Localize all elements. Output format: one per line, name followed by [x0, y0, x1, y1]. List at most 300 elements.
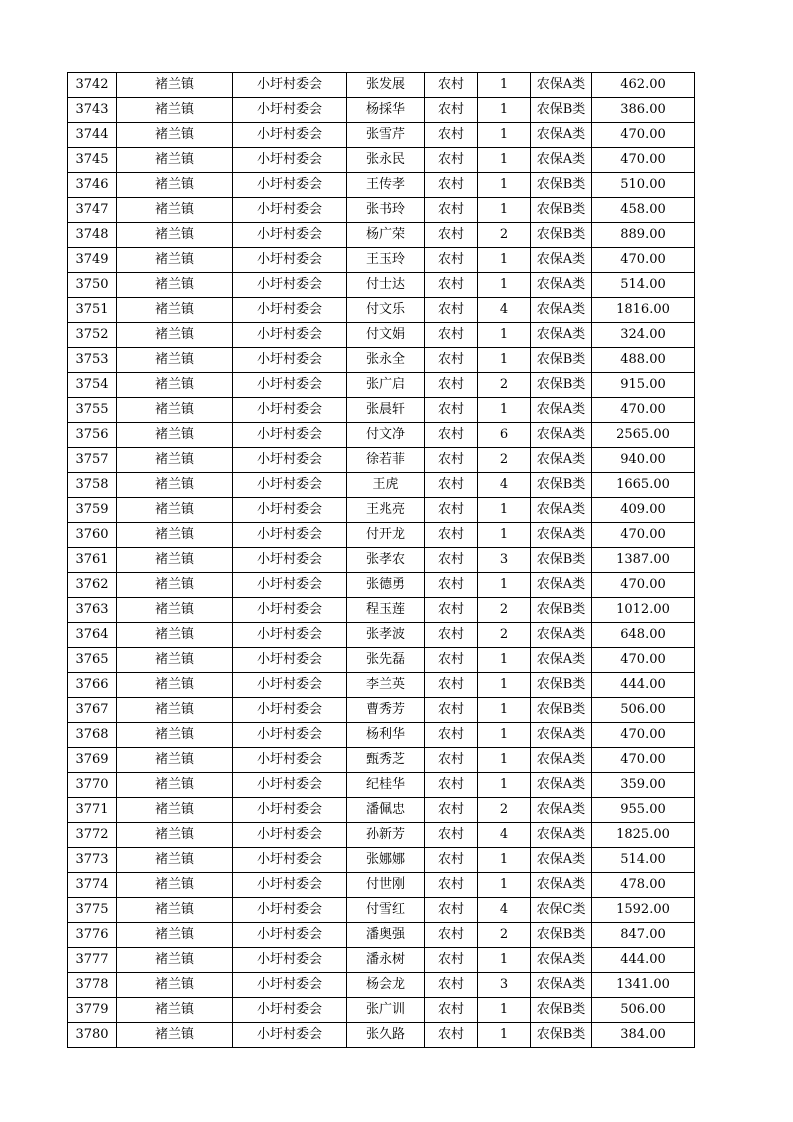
cell-person-name: 王兆亮 — [347, 498, 425, 523]
cell-town: 褚兰镇 — [117, 273, 233, 298]
cell-person-name: 潘佩忠 — [347, 798, 425, 823]
table-row — [68, 848, 695, 873]
cell-person-name: 程玉莲 — [347, 598, 425, 623]
cell-town: 褚兰镇 — [117, 198, 233, 223]
cell-person-name: 付世刚 — [347, 873, 425, 898]
cell-household-type: 农村 — [425, 723, 478, 748]
cell-household-type: 农村 — [425, 848, 478, 873]
cell-town: 褚兰镇 — [117, 873, 233, 898]
cell-village-committee: 小圩村委会 — [233, 698, 347, 723]
cell-insurance-category: 农保A类 — [531, 723, 592, 748]
cell-village-committee: 小圩村委会 — [233, 523, 347, 548]
table-row — [68, 448, 695, 473]
cell-village-committee: 小圩村委会 — [233, 223, 347, 248]
cell-village-committee: 小圩村委会 — [233, 773, 347, 798]
cell-town: 褚兰镇 — [117, 498, 233, 523]
cell-person-name: 张书玲 — [347, 198, 425, 223]
cell-person-name: 张孝波 — [347, 623, 425, 648]
cell-person-count: 1 — [478, 348, 531, 373]
cell-insurance-category: 农保A类 — [531, 748, 592, 773]
cell-person-count: 1 — [478, 123, 531, 148]
cell-household-type: 农村 — [425, 348, 478, 373]
cell-person-name: 徐若菲 — [347, 448, 425, 473]
cell-insurance-category: 农保A类 — [531, 523, 592, 548]
cell-insurance-category: 农保B类 — [531, 923, 592, 948]
cell-serial-number: 3767 — [68, 698, 117, 723]
cell-village-committee: 小圩村委会 — [233, 798, 347, 823]
cell-household-type: 农村 — [425, 598, 478, 623]
cell-amount: 510.00 — [592, 173, 695, 198]
cell-town: 褚兰镇 — [117, 573, 233, 598]
cell-person-count: 1 — [478, 73, 531, 98]
cell-village-committee: 小圩村委会 — [233, 748, 347, 773]
cell-serial-number: 3754 — [68, 373, 117, 398]
cell-town: 褚兰镇 — [117, 348, 233, 373]
cell-person-count: 2 — [478, 223, 531, 248]
cell-household-type: 农村 — [425, 673, 478, 698]
cell-serial-number: 3773 — [68, 848, 117, 873]
cell-village-committee: 小圩村委会 — [233, 148, 347, 173]
table-body — [68, 73, 695, 1048]
cell-serial-number: 3776 — [68, 923, 117, 948]
cell-amount: 2565.00 — [592, 423, 695, 448]
cell-serial-number: 3761 — [68, 548, 117, 573]
table-row — [68, 548, 695, 573]
cell-person-count: 1 — [478, 948, 531, 973]
table-row — [68, 73, 695, 98]
cell-person-count: 1 — [478, 273, 531, 298]
table-row — [68, 623, 695, 648]
cell-household-type: 农村 — [425, 973, 478, 998]
table-row — [68, 873, 695, 898]
cell-serial-number: 3752 — [68, 323, 117, 348]
cell-insurance-category: 农保A类 — [531, 398, 592, 423]
cell-village-committee: 小圩村委会 — [233, 923, 347, 948]
table-row — [68, 998, 695, 1023]
cell-serial-number: 3770 — [68, 773, 117, 798]
table-row — [68, 648, 695, 673]
cell-person-name: 张晨轩 — [347, 398, 425, 423]
table-row — [68, 923, 695, 948]
cell-town: 褚兰镇 — [117, 823, 233, 848]
cell-person-name: 王传孝 — [347, 173, 425, 198]
cell-household-type: 农村 — [425, 423, 478, 448]
cell-serial-number: 3749 — [68, 248, 117, 273]
cell-person-count: 4 — [478, 473, 531, 498]
cell-household-type: 农村 — [425, 923, 478, 948]
cell-person-name: 曹秀芳 — [347, 698, 425, 723]
cell-village-committee: 小圩村委会 — [233, 573, 347, 598]
cell-insurance-category: 农保B类 — [531, 1023, 592, 1048]
cell-insurance-category: 农保A类 — [531, 423, 592, 448]
cell-household-type: 农村 — [425, 698, 478, 723]
cell-town: 褚兰镇 — [117, 623, 233, 648]
cell-town: 褚兰镇 — [117, 898, 233, 923]
cell-household-type: 农村 — [425, 773, 478, 798]
table-row — [68, 123, 695, 148]
cell-town: 褚兰镇 — [117, 173, 233, 198]
cell-town: 褚兰镇 — [117, 998, 233, 1023]
cell-village-committee: 小圩村委会 — [233, 498, 347, 523]
cell-person-name: 潘奥强 — [347, 923, 425, 948]
cell-serial-number: 3753 — [68, 348, 117, 373]
cell-household-type: 农村 — [425, 798, 478, 823]
cell-amount: 1341.00 — [592, 973, 695, 998]
cell-village-committee: 小圩村委会 — [233, 848, 347, 873]
cell-amount: 470.00 — [592, 248, 695, 273]
cell-household-type: 农村 — [425, 173, 478, 198]
cell-village-committee: 小圩村委会 — [233, 248, 347, 273]
cell-insurance-category: 农保A类 — [531, 148, 592, 173]
cell-town: 褚兰镇 — [117, 298, 233, 323]
cell-village-committee: 小圩村委会 — [233, 623, 347, 648]
cell-person-count: 1 — [478, 1023, 531, 1048]
cell-town: 褚兰镇 — [117, 73, 233, 98]
cell-amount: 514.00 — [592, 848, 695, 873]
cell-insurance-category: 农保A类 — [531, 498, 592, 523]
cell-town: 褚兰镇 — [117, 323, 233, 348]
cell-town: 褚兰镇 — [117, 648, 233, 673]
cell-serial-number: 3760 — [68, 523, 117, 548]
cell-insurance-category: 农保A类 — [531, 948, 592, 973]
cell-serial-number: 3756 — [68, 423, 117, 448]
cell-insurance-category: 农保B类 — [531, 698, 592, 723]
cell-amount: 955.00 — [592, 798, 695, 823]
cell-village-committee: 小圩村委会 — [233, 673, 347, 698]
cell-town: 褚兰镇 — [117, 248, 233, 273]
cell-insurance-category: 农保C类 — [531, 898, 592, 923]
cell-person-name: 李兰英 — [347, 673, 425, 698]
cell-town: 褚兰镇 — [117, 373, 233, 398]
cell-person-name: 王玉玲 — [347, 248, 425, 273]
cell-person-count: 2 — [478, 623, 531, 648]
cell-person-name: 杨会龙 — [347, 973, 425, 998]
cell-village-committee: 小圩村委会 — [233, 73, 347, 98]
cell-serial-number: 3766 — [68, 673, 117, 698]
table-row — [68, 298, 695, 323]
cell-town: 褚兰镇 — [117, 698, 233, 723]
table-row — [68, 498, 695, 523]
cell-amount: 384.00 — [592, 1023, 695, 1048]
table-row — [68, 198, 695, 223]
cell-person-name: 张永全 — [347, 348, 425, 373]
table-row — [68, 673, 695, 698]
cell-household-type: 农村 — [425, 548, 478, 573]
cell-town: 褚兰镇 — [117, 523, 233, 548]
cell-amount: 470.00 — [592, 648, 695, 673]
cell-insurance-category: 农保B类 — [531, 348, 592, 373]
cell-amount: 470.00 — [592, 148, 695, 173]
cell-amount: 488.00 — [592, 348, 695, 373]
cell-insurance-category: 农保A类 — [531, 798, 592, 823]
cell-household-type: 农村 — [425, 198, 478, 223]
cell-village-committee: 小圩村委会 — [233, 873, 347, 898]
cell-village-committee: 小圩村委会 — [233, 598, 347, 623]
cell-insurance-category: 农保A类 — [531, 448, 592, 473]
cell-household-type: 农村 — [425, 298, 478, 323]
cell-town: 褚兰镇 — [117, 798, 233, 823]
table-row — [68, 698, 695, 723]
cell-amount: 470.00 — [592, 523, 695, 548]
cell-village-committee: 小圩村委会 — [233, 423, 347, 448]
cell-town: 褚兰镇 — [117, 548, 233, 573]
cell-person-count: 1 — [478, 523, 531, 548]
cell-amount: 1816.00 — [592, 298, 695, 323]
cell-person-name: 张发展 — [347, 73, 425, 98]
cell-serial-number: 3772 — [68, 823, 117, 848]
cell-village-committee: 小圩村委会 — [233, 123, 347, 148]
cell-town: 褚兰镇 — [117, 748, 233, 773]
table-row — [68, 173, 695, 198]
cell-town: 褚兰镇 — [117, 423, 233, 448]
cell-insurance-category: 农保A类 — [531, 873, 592, 898]
cell-insurance-category: 农保B类 — [531, 373, 592, 398]
cell-amount: 444.00 — [592, 948, 695, 973]
cell-village-committee: 小圩村委会 — [233, 648, 347, 673]
cell-serial-number: 3774 — [68, 873, 117, 898]
cell-village-committee: 小圩村委会 — [233, 98, 347, 123]
cell-serial-number: 3778 — [68, 973, 117, 998]
cell-village-committee: 小圩村委会 — [233, 448, 347, 473]
cell-person-count: 1 — [478, 748, 531, 773]
cell-insurance-category: 农保A类 — [531, 648, 592, 673]
cell-person-count: 1 — [478, 148, 531, 173]
cell-village-committee: 小圩村委会 — [233, 1023, 347, 1048]
cell-person-name: 张广启 — [347, 373, 425, 398]
table-row — [68, 898, 695, 923]
cell-town: 褚兰镇 — [117, 948, 233, 973]
cell-village-committee: 小圩村委会 — [233, 373, 347, 398]
cell-household-type: 农村 — [425, 623, 478, 648]
cell-serial-number: 3779 — [68, 998, 117, 1023]
cell-town: 褚兰镇 — [117, 398, 233, 423]
cell-serial-number: 3765 — [68, 648, 117, 673]
cell-person-name: 潘永树 — [347, 948, 425, 973]
cell-serial-number: 3771 — [68, 798, 117, 823]
table-row — [68, 573, 695, 598]
cell-amount: 648.00 — [592, 623, 695, 648]
cell-person-name: 付文净 — [347, 423, 425, 448]
cell-person-name: 付文乐 — [347, 298, 425, 323]
cell-village-committee: 小圩村委会 — [233, 348, 347, 373]
cell-person-name: 张久路 — [347, 1023, 425, 1048]
cell-person-count: 3 — [478, 548, 531, 573]
cell-person-name: 甄秀芝 — [347, 748, 425, 773]
cell-household-type: 农村 — [425, 748, 478, 773]
cell-household-type: 农村 — [425, 273, 478, 298]
cell-serial-number: 3747 — [68, 198, 117, 223]
cell-amount: 1592.00 — [592, 898, 695, 923]
cell-person-count: 4 — [478, 298, 531, 323]
cell-serial-number: 3775 — [68, 898, 117, 923]
cell-amount: 359.00 — [592, 773, 695, 798]
cell-town: 褚兰镇 — [117, 973, 233, 998]
cell-amount: 470.00 — [592, 573, 695, 598]
cell-person-name: 纪桂华 — [347, 773, 425, 798]
cell-amount: 470.00 — [592, 398, 695, 423]
cell-amount: 470.00 — [592, 123, 695, 148]
cell-person-name: 张娜娜 — [347, 848, 425, 873]
cell-person-count: 1 — [478, 398, 531, 423]
cell-person-name: 王虎 — [347, 473, 425, 498]
table-row — [68, 423, 695, 448]
cell-amount: 444.00 — [592, 673, 695, 698]
cell-person-name: 张先磊 — [347, 648, 425, 673]
cell-person-count: 1 — [478, 673, 531, 698]
table-row — [68, 773, 695, 798]
cell-amount: 409.00 — [592, 498, 695, 523]
cell-amount: 847.00 — [592, 923, 695, 948]
cell-person-name: 付开龙 — [347, 523, 425, 548]
cell-amount: 514.00 — [592, 273, 695, 298]
cell-person-count: 6 — [478, 423, 531, 448]
cell-person-count: 2 — [478, 923, 531, 948]
cell-household-type: 农村 — [425, 648, 478, 673]
cell-person-count: 1 — [478, 998, 531, 1023]
table-row — [68, 948, 695, 973]
cell-household-type: 农村 — [425, 498, 478, 523]
cell-village-committee: 小圩村委会 — [233, 173, 347, 198]
cell-serial-number: 3764 — [68, 623, 117, 648]
cell-insurance-category: 农保B类 — [531, 198, 592, 223]
cell-household-type: 农村 — [425, 898, 478, 923]
cell-insurance-category: 农保B类 — [531, 673, 592, 698]
table-row — [68, 798, 695, 823]
cell-serial-number: 3744 — [68, 123, 117, 148]
cell-person-name: 张孝农 — [347, 548, 425, 573]
cell-village-committee: 小圩村委会 — [233, 298, 347, 323]
cell-serial-number: 3762 — [68, 573, 117, 598]
table-row — [68, 748, 695, 773]
cell-serial-number: 3742 — [68, 73, 117, 98]
table-row — [68, 398, 695, 423]
cell-person-count: 1 — [478, 573, 531, 598]
cell-person-count: 1 — [478, 498, 531, 523]
cell-serial-number: 3769 — [68, 748, 117, 773]
cell-amount: 1012.00 — [592, 598, 695, 623]
cell-serial-number: 3777 — [68, 948, 117, 973]
cell-insurance-category: 农保A类 — [531, 123, 592, 148]
table-row — [68, 1023, 695, 1048]
table-row — [68, 273, 695, 298]
table-row — [68, 348, 695, 373]
cell-person-count: 4 — [478, 823, 531, 848]
cell-amount: 506.00 — [592, 698, 695, 723]
cell-household-type: 农村 — [425, 323, 478, 348]
cell-serial-number: 3763 — [68, 598, 117, 623]
table-row — [68, 148, 695, 173]
cell-village-committee: 小圩村委会 — [233, 948, 347, 973]
cell-person-count: 1 — [478, 98, 531, 123]
cell-town: 褚兰镇 — [117, 148, 233, 173]
table-row — [68, 223, 695, 248]
cell-amount: 386.00 — [592, 98, 695, 123]
cell-town: 褚兰镇 — [117, 123, 233, 148]
cell-household-type: 农村 — [425, 248, 478, 273]
cell-amount: 940.00 — [592, 448, 695, 473]
cell-amount: 915.00 — [592, 373, 695, 398]
cell-village-committee: 小圩村委会 — [233, 823, 347, 848]
table-row — [68, 98, 695, 123]
cell-household-type: 农村 — [425, 123, 478, 148]
cell-serial-number: 3750 — [68, 273, 117, 298]
cell-household-type: 农村 — [425, 1023, 478, 1048]
cell-town: 褚兰镇 — [117, 1023, 233, 1048]
cell-serial-number: 3757 — [68, 448, 117, 473]
cell-person-name: 杨广荣 — [347, 223, 425, 248]
cell-person-name: 付雪红 — [347, 898, 425, 923]
cell-insurance-category: 农保B类 — [531, 173, 592, 198]
cell-person-count: 1 — [478, 723, 531, 748]
cell-amount: 462.00 — [592, 73, 695, 98]
cell-village-committee: 小圩村委会 — [233, 548, 347, 573]
cell-person-name: 张广训 — [347, 998, 425, 1023]
cell-insurance-category: 农保A类 — [531, 623, 592, 648]
cell-town: 褚兰镇 — [117, 473, 233, 498]
cell-insurance-category: 农保A类 — [531, 248, 592, 273]
cell-insurance-category: 农保B类 — [531, 223, 592, 248]
cell-insurance-category: 农保B类 — [531, 998, 592, 1023]
cell-person-count: 1 — [478, 873, 531, 898]
cell-person-count: 2 — [478, 373, 531, 398]
table-row — [68, 473, 695, 498]
cell-person-count: 2 — [478, 798, 531, 823]
cell-person-count: 1 — [478, 173, 531, 198]
cell-person-count: 1 — [478, 773, 531, 798]
cell-person-count: 1 — [478, 648, 531, 673]
cell-village-committee: 小圩村委会 — [233, 323, 347, 348]
cell-serial-number: 3745 — [68, 148, 117, 173]
cell-amount: 470.00 — [592, 723, 695, 748]
cell-person-name: 付士达 — [347, 273, 425, 298]
table-row — [68, 323, 695, 348]
cell-amount: 478.00 — [592, 873, 695, 898]
cell-household-type: 农村 — [425, 73, 478, 98]
cell-village-committee: 小圩村委会 — [233, 273, 347, 298]
cell-person-count: 3 — [478, 973, 531, 998]
cell-amount: 1665.00 — [592, 473, 695, 498]
cell-person-name: 张德勇 — [347, 573, 425, 598]
cell-serial-number: 3780 — [68, 1023, 117, 1048]
cell-household-type: 农村 — [425, 373, 478, 398]
table-row — [68, 373, 695, 398]
cell-serial-number: 3743 — [68, 98, 117, 123]
cell-household-type: 农村 — [425, 573, 478, 598]
cell-person-count: 2 — [478, 448, 531, 473]
cell-amount: 1387.00 — [592, 548, 695, 573]
table-row — [68, 973, 695, 998]
cell-person-name: 付文娟 — [347, 323, 425, 348]
cell-serial-number: 3746 — [68, 173, 117, 198]
cell-insurance-category: 农保B类 — [531, 98, 592, 123]
table-row — [68, 248, 695, 273]
cell-amount: 1825.00 — [592, 823, 695, 848]
cell-insurance-category: 农保A类 — [531, 323, 592, 348]
cell-village-committee: 小圩村委会 — [233, 473, 347, 498]
cell-household-type: 农村 — [425, 473, 478, 498]
cell-insurance-category: 农保A类 — [531, 273, 592, 298]
cell-town: 褚兰镇 — [117, 923, 233, 948]
cell-household-type: 农村 — [425, 398, 478, 423]
cell-household-type: 农村 — [425, 98, 478, 123]
cell-amount: 324.00 — [592, 323, 695, 348]
table-row — [68, 598, 695, 623]
cell-household-type: 农村 — [425, 998, 478, 1023]
cell-town: 褚兰镇 — [117, 98, 233, 123]
cell-household-type: 农村 — [425, 448, 478, 473]
cell-person-name: 杨採华 — [347, 98, 425, 123]
cell-serial-number: 3748 — [68, 223, 117, 248]
